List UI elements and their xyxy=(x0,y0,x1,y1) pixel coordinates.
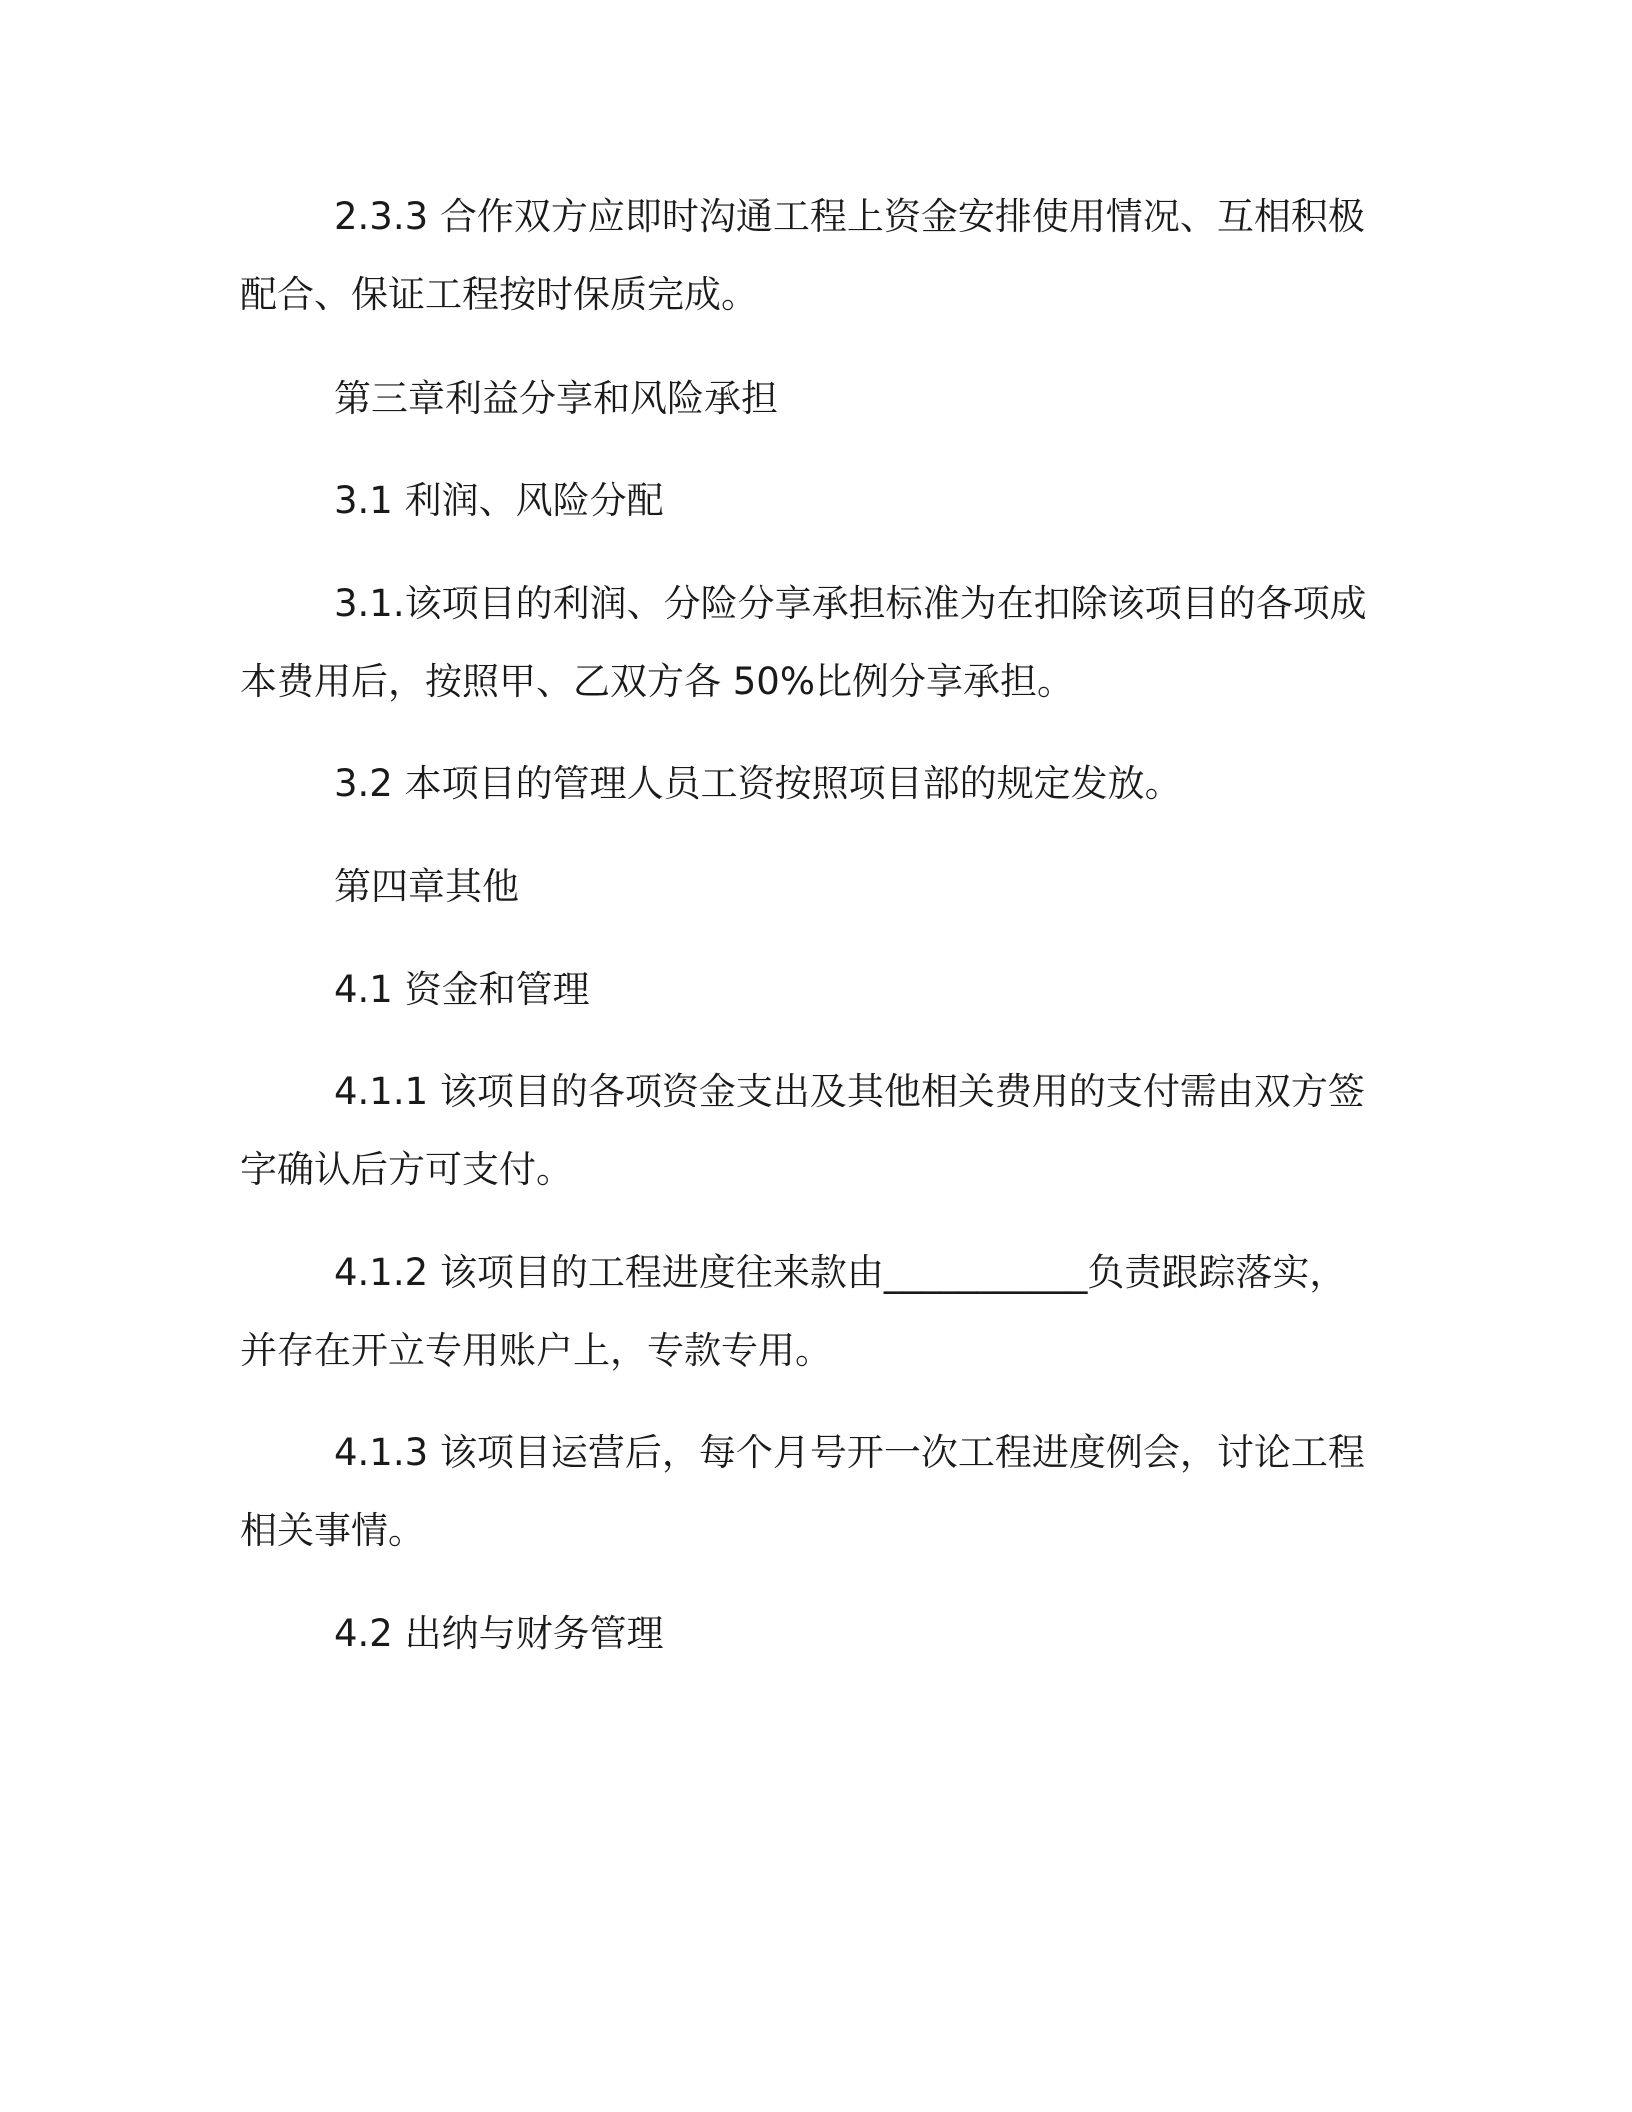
chapter-4-title: 第四章其他 xyxy=(334,865,519,908)
clause-4-1-3-line-2: 相关事情。 xyxy=(240,1509,425,1552)
clause-4-1-1-line-1: 4.1.1 该项目的各项资金支出及其他相关费用的支付需由双方签 xyxy=(334,1070,1365,1113)
clause-4-1-2 xyxy=(240,1234,1360,1390)
clause-3-1-body-line-1: 3.1.该项目的利润、分险分享承担标准为在扣除该项目的各项成 xyxy=(334,582,1367,625)
clause-4-1-heading xyxy=(240,951,1360,1029)
chapter-4-heading xyxy=(240,848,1360,926)
clause-3-1-body xyxy=(240,565,1367,721)
clause-4-1-2-line-1: 4.1.2 该项目的工程进度往来款由___________负责跟踪落实， xyxy=(334,1251,1347,1294)
clause-4-1-1-line-2: 字确认后方可支付。 xyxy=(240,1148,573,1191)
clause-4-2-title: 4.2 出纳与财务管理 xyxy=(334,1612,664,1655)
clause-3-1-heading xyxy=(240,462,1360,540)
clause-4-1-1 xyxy=(240,1053,1365,1209)
chapter-3-title: 第三章利益分享和风险承担 xyxy=(334,377,778,420)
clause-2-3-3-line-1: 2.3.3 合作双方应即时沟通工程上资金安排使用情况、互相积极 xyxy=(334,195,1365,238)
clause-2-3-3-line-2: 配合、保证工程按时保质完成。 xyxy=(240,273,758,316)
clause-4-1-2-line-2: 并存在开立专用账户上，专款专用。 xyxy=(240,1329,832,1372)
clause-2-3-3 xyxy=(240,178,1365,334)
clause-4-1-title: 4.1 资金和管理 xyxy=(334,968,590,1011)
clause-3-2-line-1: 3.2 本项目的管理人员工资按照项目部的规定发放。 xyxy=(334,762,1182,805)
chapter-3-heading xyxy=(240,360,1360,438)
clause-4-1-3-line-1: 4.1.3 该项目运营后，每个月号开一次工程进度例会，讨论工程 xyxy=(334,1431,1365,1474)
clause-3-1-body-line-2: 本费用后，按照甲、乙双方各 50%比例分享承担。 xyxy=(240,660,1074,703)
clause-4-2-heading xyxy=(240,1595,1360,1673)
clause-3-2 xyxy=(240,745,1360,823)
clause-4-1-3 xyxy=(240,1414,1365,1570)
clause-3-1-title: 3.1 利润、风险分配 xyxy=(334,479,664,522)
